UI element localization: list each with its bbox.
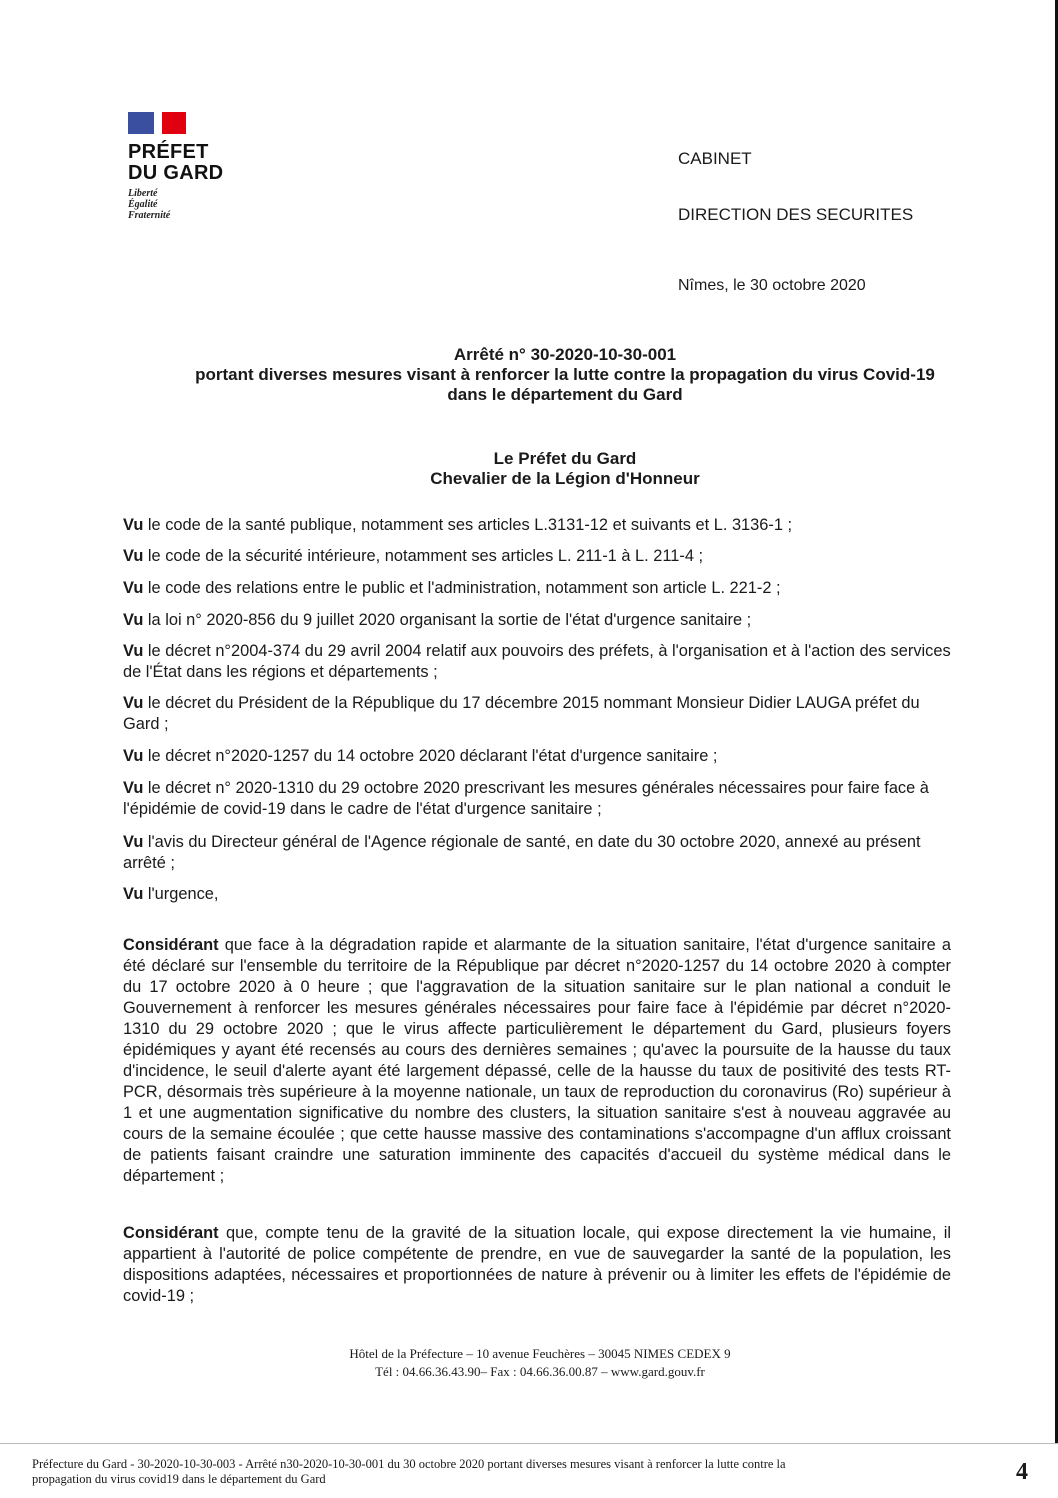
considerant-2: Considérant que, compte tenu de la gravité de la situation locale, qui expose directement la vie humaine, il appartient à l'autorité de police compétente de prendre, en vue de sauvegarder la santé de la population, les dispositions adaptées, nécessaires et proportionnées de nature à prévenir ou à limiter les effets de l'épidémie de covid-19 ; [123,1224,951,1305]
decree-title [110,345,1020,405]
visa-item: Vu le décret n°2004-374 du 29 avril 2004 relatif aux pouvoirs des préfets, à l'organisation et à l'action des services de l'État dans les régions et départements ; [123,642,951,681]
decree-subject: portant diverses mesures visant à renforcer la lutte contre la propagation du virus Covid-19 [195,365,935,384]
address-footer [240,1345,840,1381]
document-date: Nîmes, le 30 octobre 2020 [678,277,866,294]
considerant-1: Considérant que face à la dégradation rapide et alarmante de la situation sanitaire, l'état d'urgence sanitaire a été déclaré sur l'ensemble du territoire de la République par décret n°2020-1257 du 14 octobre 2020 à compter du 17 octobre 2020 à 0 heure ; que l'aggravation de la situation sanitaire sur le plan national a conduit le Gouvernement à renforcer les mesures générales nécessaires pour faire face à l'épidémie par décret n°2020-1310 du 29 octobre 2020 ; que le virus affecte particulièrement le département du Gard, plusieurs foyers épidémiques y ayant été recensés au cours des dernières semaines ; qu'avec la poursuite de la hausse du taux d'incidence, le seuil d'alerte ayant été largement dépassé, celle de la hausse du taux de positivité des tests RT-PCR, désormais très supérieure à la moyenne nationale, un taux de reproduction du coronavirus (Ro) supérieur à 1 et une augmentation significative du nombre des clusters, la situation sanitaire s'est à nouveau aggravée au cours de la semaine écoulée ; que cette hausse massive des contaminations s'accompagne d'un afflux croissant de patients faisant craindre une saturation imminente des capacités d'accueil du système médical dans le département ; [123,936,951,1185]
french-flag-icon [128,112,186,134]
visa-item: Vu le décret n° 2020-1310 du 29 octobre 2020 prescrivant les mesures générales nécessaires pour faire face à l'épidémie de covid-19 dans le cadre de l'état d'urgence sanitaire ; [123,779,929,818]
motto [128,188,223,221]
visa-item: Vu le code de la santé publique, notamment ses articles L.3131-12 et suivants et L. 3136-1 ; [123,516,793,534]
authority-honor: Chevalier de la Légion d'Honneur [430,469,700,488]
direction-heading: DIRECTION DES SECURITES [678,205,914,224]
visa-item: Vu l'avis du Directeur général de l'Agence régionale de santé, en date du 30 octobre 2020, annexé au présent arrêté ; [123,833,921,872]
logo-line1: PRÉFET [128,141,209,163]
visa-item: Vu la loi n° 2020-856 du 9 juillet 2020 organisant la sortie de l'état d'urgence sanitaire ; [123,611,752,629]
logo-title [128,142,223,184]
motto-liberte: Liberté [128,188,158,199]
decree-scope: dans le département du Gard [447,385,683,404]
publication-reference: Préfecture du Gard - 30-2020-10-30-003 - Arrêté n30-2020-10-30-001 du 30 octobre 2020 portant diverses mesures visant à renforcer la lutte contre la propagation du virus covid19 dans le département du Gard [32,1457,786,1486]
logo-line2: DU GARD [128,162,224,184]
visa-item: Vu le décret n°2020-1257 du 14 octobre 2020 déclarant l'état d'urgence sanitaire ; [123,747,718,765]
publication-bar [0,1443,1058,1498]
motto-fraternite: Fraternité [128,210,171,221]
visa-item: Vu l'urgence, [123,885,219,903]
authority-block [110,449,1020,489]
visa-item: Vu le décret du Président de la République du 17 décembre 2015 nommant Monsieur Didier LAUGA préfet du Gard ; [123,694,920,733]
motto-egalite: Égalité [128,199,158,210]
authority-title: Le Préfet du Gard [493,449,637,468]
decree-number: Arrêté n° 30-2020-10-30-001 [453,345,677,364]
visa-item: Vu le code de la sécurité intérieure, notamment ses articles L. 211-1 à L. 211-4 ; [123,547,704,565]
cabinet-heading: CABINET [678,149,752,168]
prefet-logo [128,112,223,221]
footer-contact: Tél : 04.66.36.43.90– Fax : 04.66.36.00.87 – www.gard.gouv.fr [375,1364,705,1379]
visa-item: Vu le code des relations entre le public et l'administration, notamment son article L. 221-2 ; [123,579,781,597]
footer-address: Hôtel de la Préfecture – 10 avenue Feuchères – 30045 NIMES CEDEX 9 [349,1346,731,1361]
page-number: 4 [1016,1459,1028,1485]
